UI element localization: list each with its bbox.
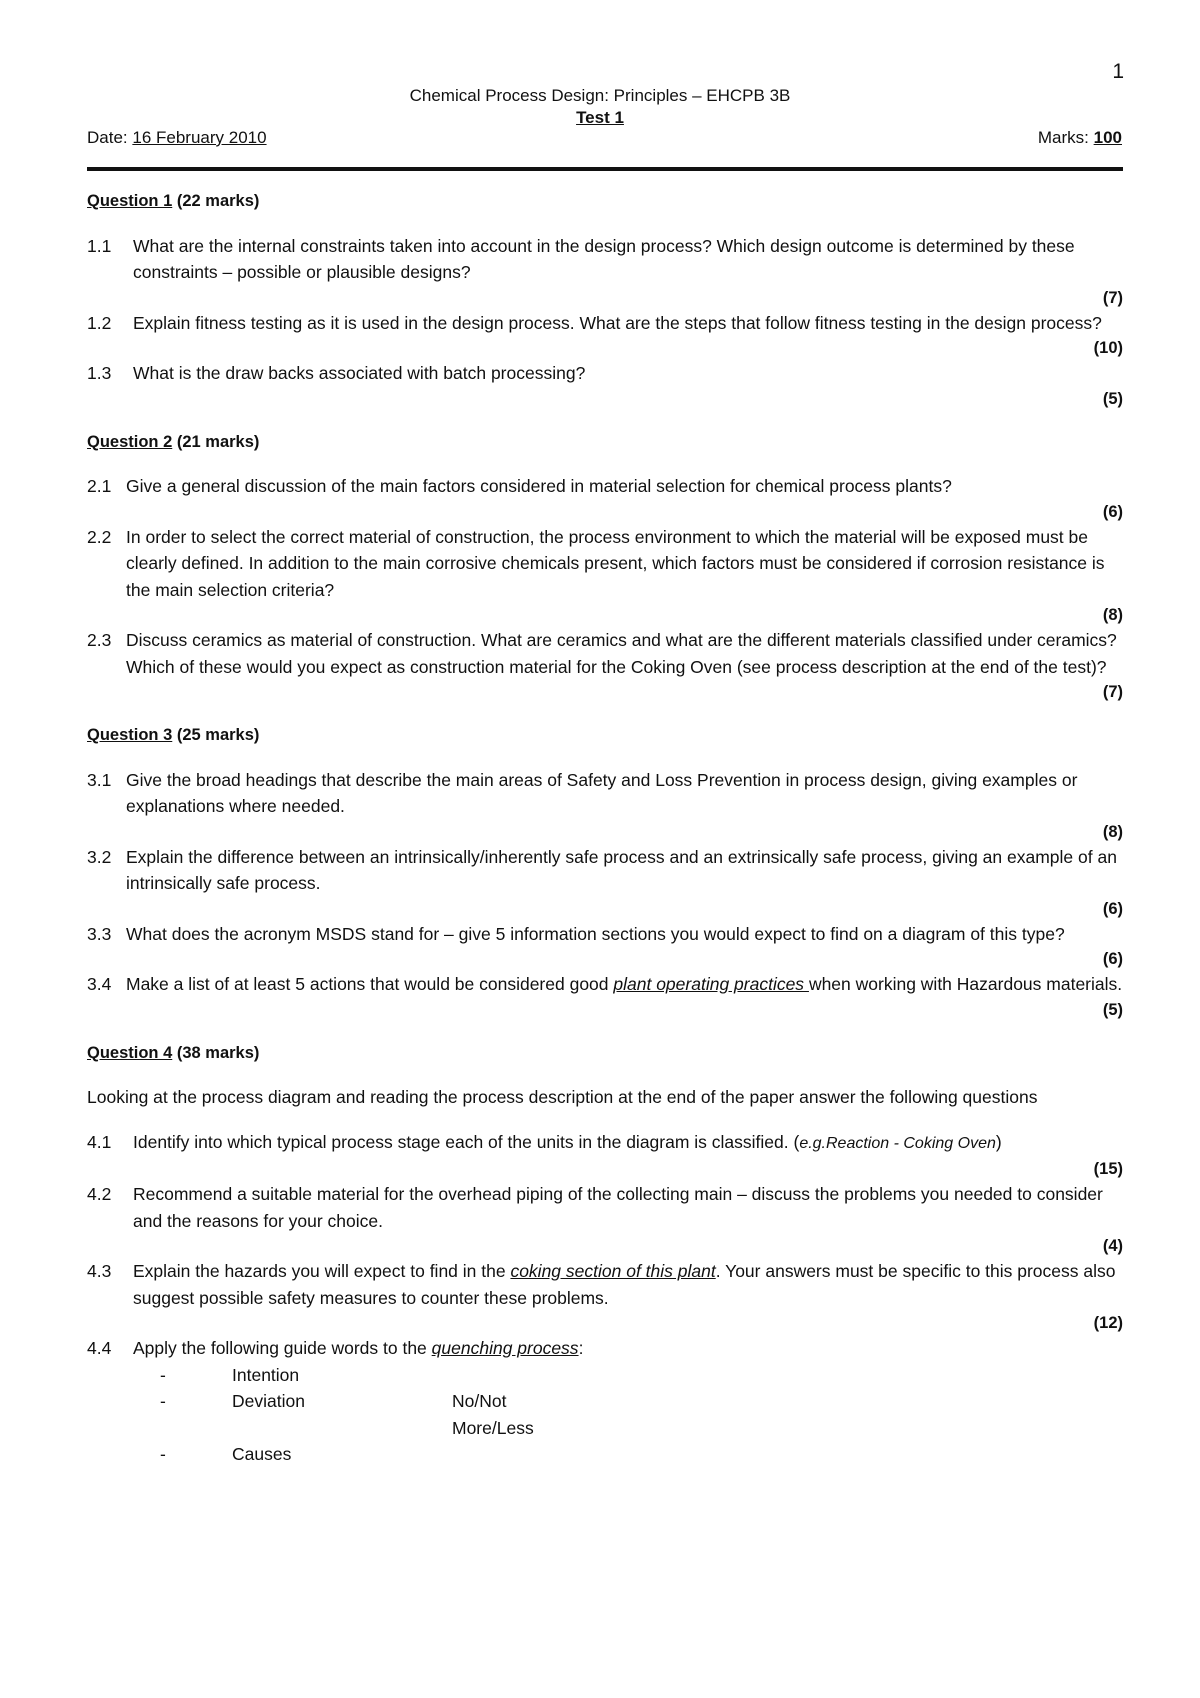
question-item: 3.3 What does the acronym MSDS stand for – give 5 information sections you would expect to find on a diagram of this type?: [87, 923, 1065, 944]
item-marks: (7): [1102, 683, 1123, 701]
item-marks: (5): [1102, 1000, 1123, 1019]
question-item: 1.2 Explain fitness testing as it is used in the design process. What are the steps that follow fitness testing in the design process?: [87, 312, 1102, 333]
header-rule: [87, 167, 1123, 171]
emphasis: plant operating practices: [613, 974, 809, 994]
question-3-heading: Question 3 (25 marks): [87, 726, 260, 744]
question-item: 1.1 What are the internal constraints taken into account in the design process? Which design outcome is determined by these constraints – possible or plausible designs?: [87, 235, 1075, 282]
question-item: 2.3 Discuss ceramics as material of construction. What are ceramics and what are the different materials classified under ceramics? Which of these would you expect as construction material for the Coking Oven (see process description at the end of the test)?: [87, 630, 1117, 677]
item-marks: (10): [1093, 339, 1123, 357]
example: e.g.Reaction - Coking Oven: [799, 1134, 996, 1152]
question-4-heading: Question 4 (38 marks): [87, 1043, 260, 1062]
emphasis: coking section of this plant: [510, 1261, 716, 1281]
questions: [87, 188, 1123, 1468]
item-marks: (15): [1093, 1160, 1123, 1178]
question-item: 1.3 What is the draw backs associated with batch processing?: [87, 363, 586, 383]
question-item: 4.4 Apply the following guide words to the quenching process:: [87, 1338, 584, 1358]
test-date: [87, 128, 267, 148]
item-marks: (5): [1102, 389, 1123, 408]
total-marks: [1038, 128, 1122, 148]
question-item: 3.4 Make a list of at least 5 actions that would be considered good plant operating practices when working with Hazardous materials.: [87, 974, 1123, 994]
test-title: Test 1: [576, 108, 624, 127]
question-item: 3.2 Explain the difference between an intrinsically/inherently safe process and an extrinsically safe process, giving an example of an intrinsically safe process.: [87, 846, 1117, 893]
item-marks: (6): [1102, 899, 1123, 918]
page-number: 1: [1112, 60, 1124, 83]
emphasis: quenching process: [431, 1338, 579, 1358]
question-1-heading: Question 1 (22 marks): [87, 192, 260, 210]
item-marks: (12): [1093, 1314, 1123, 1332]
question-2-heading: Question 2 (21 marks): [87, 432, 260, 451]
marks-label: Marks:: [1037, 128, 1094, 147]
guide-word-row: - Causes: [160, 1444, 292, 1464]
question-item: 4.1 Identify into which typical process stage each of the units in the diagram is classified. (e.g.Reaction - Coking Oven): [87, 1131, 1002, 1152]
date-value: 16 February 2010: [132, 128, 267, 147]
question-item: 2.2 In order to select the correct material of construction, the process environment to which the material will be exposed must be clearly defined. In addition to the main corrosive chemicals present, which factors must be considered if corrosion resistance is the main selection criteria?: [87, 526, 1105, 600]
question-4-intro: Looking at the process diagram and reading the process description at the end of the paper answer the following questions: [87, 1087, 1038, 1107]
item-marks: (8): [1102, 606, 1123, 624]
guide-word-row: More/Less: [452, 1417, 534, 1438]
question-item: 3.1 Give the broad headings that describe the main areas of Safety and Loss Prevention in process design, giving examples or explanations where needed.: [87, 769, 1078, 816]
question-item: 4.3 Explain the hazards you will expect to find in the coking section of this plant. Your answers must be specific to this process also suggest possible safety measures to counter these problems.: [87, 1261, 1116, 1308]
question-item: 2.1 Give a general discussion of the main factors considered in material selection for chemical process plants?: [87, 476, 952, 496]
item-marks: (8): [1102, 822, 1123, 841]
item-marks: (7): [1102, 288, 1123, 307]
course-title: Chemical Process Design: Principles – EHCPB 3B: [409, 86, 791, 105]
item-marks: (4): [1102, 1237, 1123, 1255]
date-label: Date:: [87, 128, 133, 147]
marks-value: 100: [1093, 128, 1122, 147]
guide-word-row: - Deviation No/Not: [160, 1391, 507, 1411]
item-marks: (6): [1102, 950, 1123, 968]
guide-word-row: - Intention: [160, 1364, 300, 1385]
question-item: 4.2 Recommend a suitable material for the overhead piping of the collecting main – discuss the problems you needed to consider and the reasons for your choice.: [87, 1184, 1103, 1231]
item-marks: (6): [1102, 502, 1123, 521]
